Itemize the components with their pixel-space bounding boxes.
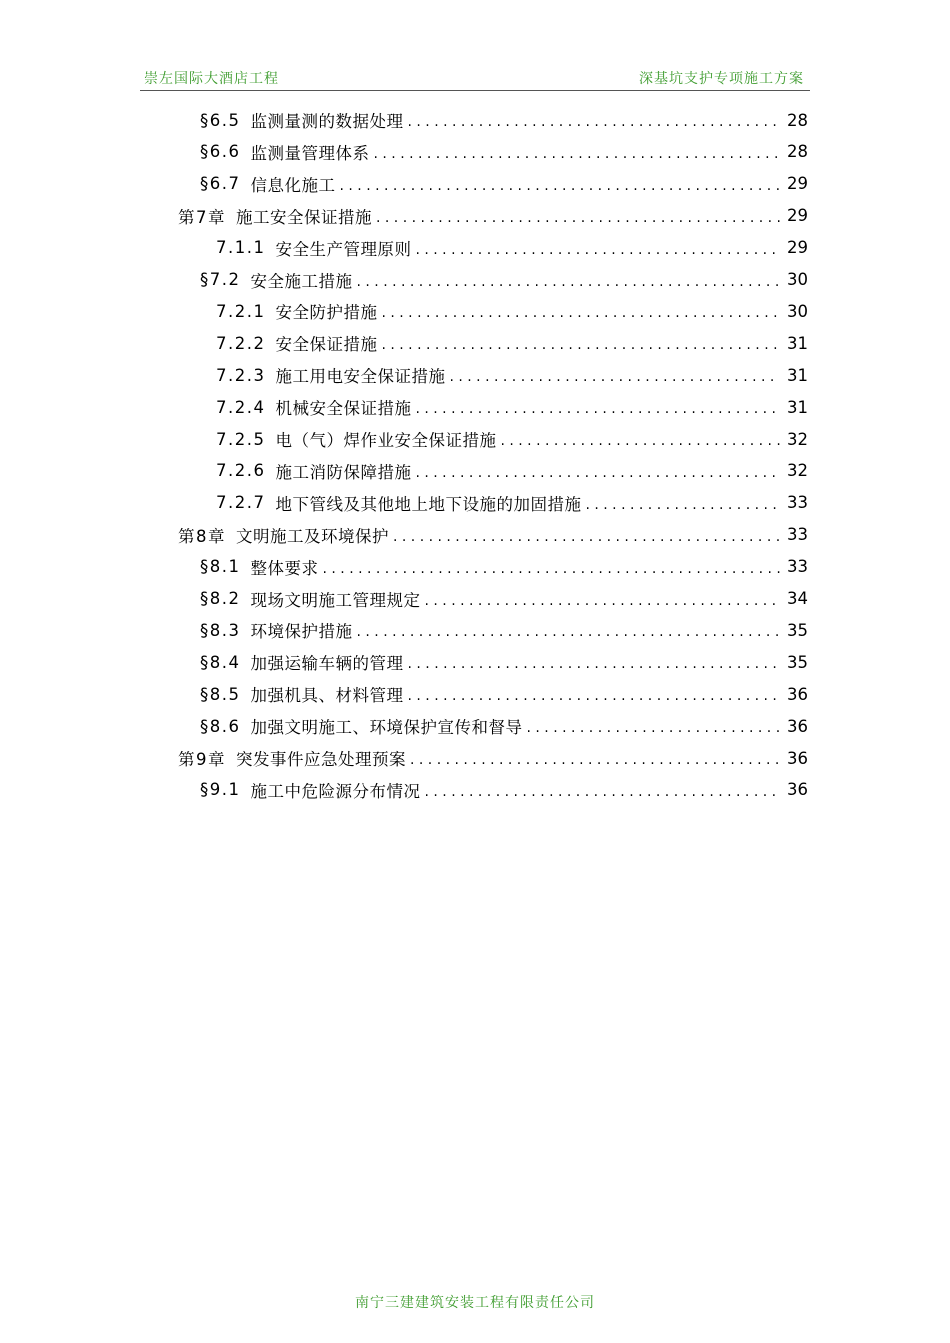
toc-entry-number: 7.2.2 <box>216 333 266 353</box>
toc-entry-number: 第8章 <box>178 526 226 546</box>
toc-entry-number: 7.2.5 <box>216 429 266 449</box>
toc-entry[interactable] <box>216 487 808 519</box>
toc-entry-number: 7.1.1 <box>216 238 266 258</box>
toc-entry[interactable] <box>216 391 808 423</box>
toc-entry-page-number: 28 <box>787 142 808 162</box>
toc-entry-title: 文明施工及环境保护 <box>236 526 389 546</box>
toc-entry-title: 加强文明施工、环境保护宣传和督导 <box>250 718 523 738</box>
toc-entry[interactable] <box>200 614 808 646</box>
toc-entry-title: 加强运输车辆的管理 <box>250 654 404 674</box>
toc-entry-title: 施工安全保证措施 <box>236 207 372 227</box>
toc-entry-title: 信息化施工 <box>250 175 336 195</box>
toc-entry-page-number: 36 <box>787 780 808 800</box>
toc-entry-title: 安全施工措施 <box>250 271 353 291</box>
toc-entry-title: 加强机具、材料管理 <box>250 686 404 706</box>
toc-dot-leader <box>374 144 781 164</box>
toc-entry-page-number: 29 <box>787 174 808 194</box>
toc-entry[interactable] <box>216 455 808 487</box>
toc-entry-page-number: 33 <box>787 557 808 577</box>
toc-entry-number: 第7章 <box>178 207 226 227</box>
toc-entry-page-number: 30 <box>787 270 808 289</box>
toc-entry-title: 施工消防保障措施 <box>275 462 412 482</box>
toc-entry-page-number: 35 <box>787 652 808 672</box>
toc-entry[interactable] <box>200 136 808 168</box>
toc-dot-leader <box>425 782 781 802</box>
toc-entry[interactable] <box>200 264 808 296</box>
toc-dot-leader <box>500 431 780 451</box>
toc-entry-title: 施工中危险源分布情况 <box>250 781 421 801</box>
toc-entry-page-number: 32 <box>787 429 808 449</box>
toc-entry-title: 监测量测的数据处理 <box>250 112 404 131</box>
toc-entry-title: 安全防护措施 <box>275 303 378 323</box>
toc-entry-page-number: 36 <box>787 684 808 704</box>
toc-entry-page-number: 29 <box>787 206 808 226</box>
toc-entry-title: 现场文明施工管理规定 <box>250 590 421 610</box>
toc-entry-number: §8.4 <box>200 652 241 672</box>
toc-dot-leader <box>449 367 780 387</box>
toc-entry-number: §6.5 <box>200 110 241 130</box>
toc-entry-page-number: 28 <box>787 110 808 130</box>
footer-company-name: 南宁三建建筑安装工程有限责任公司 <box>355 1295 595 1311</box>
toc-entry-title: 安全保证措施 <box>275 335 378 355</box>
toc-entry[interactable] <box>216 295 808 327</box>
toc-entry[interactable] <box>200 774 808 806</box>
toc-entry[interactable] <box>200 583 808 615</box>
toc-dot-leader <box>415 399 780 419</box>
header-project-name: 崇左国际大酒店工程 <box>144 71 279 87</box>
toc-entry-title: 监测量管理体系 <box>250 143 370 163</box>
toc-entry-title: 施工用电安全保证措施 <box>275 367 446 387</box>
toc-entry[interactable] <box>178 200 808 232</box>
toc-entry-page-number: 33 <box>787 525 808 545</box>
toc-entry[interactable] <box>200 168 808 200</box>
toc-dot-leader <box>393 527 780 547</box>
toc-entry-title: 整体要求 <box>250 558 319 578</box>
toc-dot-leader <box>408 112 781 132</box>
toc-entry-title: 环境保护措施 <box>250 622 353 642</box>
toc-entry-title: 地下管线及其他地上地下设施的加固措施 <box>275 494 582 514</box>
toc-dot-leader <box>527 718 781 738</box>
toc-entry[interactable] <box>216 232 808 264</box>
toc-entry-number: 第9章 <box>178 750 226 769</box>
toc-entry[interactable] <box>216 359 808 391</box>
toc-dot-leader <box>357 622 781 642</box>
toc-entry-page-number: 31 <box>787 397 808 417</box>
toc-dot-leader <box>376 208 780 228</box>
toc-entry[interactable] <box>200 551 808 583</box>
toc-entry-number: §9.1 <box>200 780 241 800</box>
page-header <box>140 66 810 91</box>
toc-entry-page-number: 36 <box>787 748 808 768</box>
toc-entry-page-number: 30 <box>787 301 808 321</box>
toc-entry[interactable] <box>200 710 808 742</box>
toc-dot-leader <box>425 591 781 611</box>
toc-entry-page-number: 34 <box>787 589 808 608</box>
toc-dot-leader <box>408 686 781 706</box>
toc-dot-leader <box>415 463 780 483</box>
toc-dot-leader <box>323 559 781 579</box>
toc-entry-number: §8.6 <box>200 716 241 736</box>
toc-entry-title: 电（气）焊作业安全保证措施 <box>275 431 497 450</box>
toc-entry[interactable] <box>178 519 808 551</box>
toc-dot-leader <box>585 495 780 515</box>
toc-dot-leader <box>408 654 781 674</box>
toc-entry-title: 安全生产管理原则 <box>275 239 412 259</box>
toc-dot-leader <box>357 272 781 292</box>
toc-entry[interactable] <box>216 423 808 455</box>
toc-dot-leader <box>410 750 780 770</box>
toc-entry-number: 7.2.1 <box>216 301 266 321</box>
toc-entry-page-number: 35 <box>787 620 808 640</box>
toc-dot-leader <box>340 176 781 196</box>
header-document-title: 深基坑支护专项施工方案 <box>639 71 804 87</box>
toc-entry-title: 突发事件应急处理预案 <box>236 750 406 769</box>
toc-entry[interactable] <box>200 104 808 136</box>
page-footer <box>0 1292 950 1312</box>
toc-entry-title: 机械安全保证措施 <box>275 399 412 419</box>
toc-entry-number: 7.2.6 <box>216 461 266 481</box>
toc-entry-page-number: 36 <box>787 716 808 736</box>
toc-dot-leader <box>415 240 780 260</box>
toc-entry-number: §8.3 <box>200 620 241 640</box>
toc-entry-page-number: 32 <box>787 461 808 481</box>
toc-entry[interactable] <box>200 646 808 678</box>
toc-dot-leader <box>381 303 780 323</box>
toc-entry-page-number: 31 <box>787 365 808 385</box>
toc-entry-number: §7.2 <box>200 270 241 289</box>
toc-entry-number: §8.1 <box>200 557 241 577</box>
toc-entry-page-number: 29 <box>787 238 808 258</box>
toc-entry-number: §8.5 <box>200 684 241 704</box>
toc-entry-number: 7.2.7 <box>216 493 266 513</box>
toc-entry-number: 7.2.3 <box>216 365 266 385</box>
toc-dot-leader <box>381 335 780 355</box>
toc-entry[interactable] <box>200 678 808 710</box>
toc-entry-number: §6.6 <box>200 142 241 162</box>
toc-entry-number: §8.2 <box>200 589 241 608</box>
toc-entry-number: §6.7 <box>200 174 241 194</box>
toc-entry[interactable] <box>216 327 808 359</box>
toc-entry[interactable] <box>178 742 808 774</box>
toc-entry-number: 7.2.4 <box>216 397 266 417</box>
toc-entry-page-number: 33 <box>787 493 808 513</box>
toc-entry-page-number: 31 <box>787 333 808 353</box>
